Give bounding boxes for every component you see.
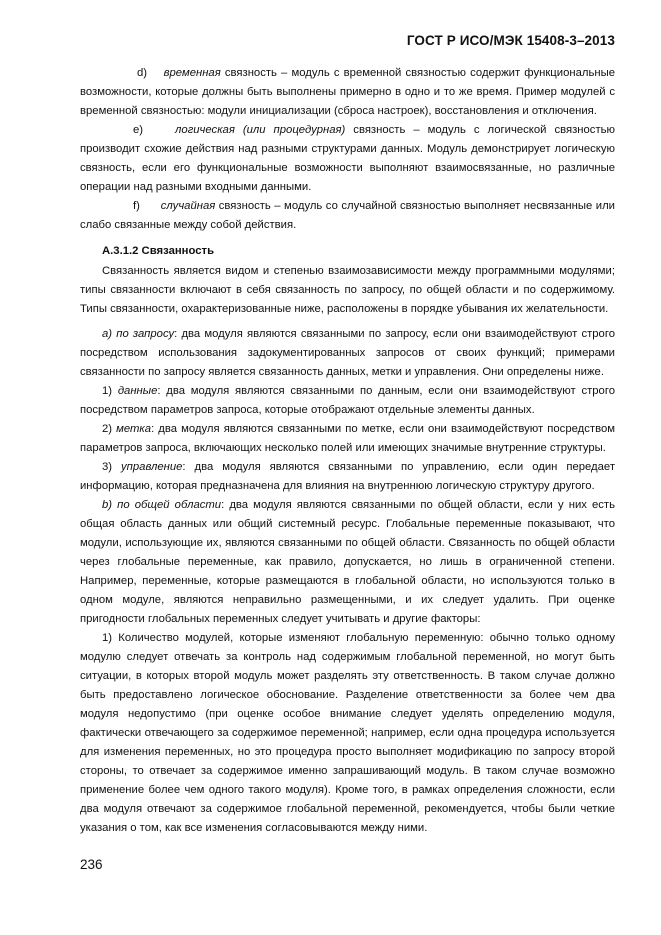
section-heading: А.3.1.2 Связанность [102,245,215,257]
paragraph-text: связность – модуль с логической связностью производит схожие действия над разными структурами данных. Модуль демонстрирует логическую связность, если его функциональные возможности выполняют взаимосвязанные, но различные операции над разными входными данными. [80,124,615,193]
paragraph-d [80,64,615,121]
paragraph-f [80,197,615,235]
term-italic: метка [116,423,152,435]
paragraph-text: связность – модуль с временной связностью содержит функциональные возможности, которые должны быть выполнены примерно в одно и то же время. Пример модулей с временной связностью: модули инициализации (сброса настроек), восстановления и отключения. [80,67,616,117]
item-label: d) [137,67,148,79]
paragraph-b [80,496,615,629]
term-italic: управление [121,461,183,473]
item-number: 1) [102,385,118,397]
paragraph-a1 [80,382,615,420]
paragraph-text: : два модуля являются связанными по данным, если они взаимодействуют строго посредством параметров запроса, которые отображают отдельные элементы данных. [80,385,615,416]
document-body [80,64,615,838]
paragraph-a2 [80,420,615,458]
paragraph-text: : два модуля являются связанными по метке, если они взаимодействуют посредством параметров запроса, включающих несколько полей или имеющих значимые внутренние структуры. [80,423,615,454]
paragraph-a [80,325,615,382]
paragraph-a3 [80,458,615,496]
item-label: е) [133,124,144,136]
term-italic: логическая (или процедурная) [175,124,346,136]
paragraph-b1: 1) Количество модулей, которые изменяют глобальную переменную: обычно только одному модулю следует отвечать за контроль над содержимым глобальной переменной, но могут быть ситуации, в которых второй модуль может разделять эту ответственность. В таком случае должно быть предоставлено логическое обоснование. Разделение ответственности за более чем два модуля недопустимо (при оценке особое внимание следует уделять определению модуля, фактически отвечающего за содержимое переменной; например, если одна процедура используется для изменения переменных, но это процедура просто выполняет модификацию по запросу второй стороны, то отвечает за содержимое именно запрашивающий модуль. В таком случае возможно применение более чем одного такого модуля). Кроме того, в рамках определения сложности, если два модуля отвечают за содержимое глобальной переменной, рекомендуется, чтобы были четкие указания о том, как все изменения согласовываются между ними. [80,632,615,834]
paragraph-text: : два модуля являются связанными по общей области, если у них есть общая область данных или общий системный ресурс. Глобальные переменные показывают, что модули, использующие их, являются связанными по общей области. Связанность по общей области через глобальные переменные, как правило, допускается, но лишь в ограниченной степени. Например, переменные, которые размещаются в глобальной области, но используются только в одном модуле, являются неправильно размещенными, и их следует удалить. При оценке пригодности глобальных переменных следует учитывать и другие факторы: [80,499,615,625]
term-italic: b) по общей области [102,499,222,511]
paragraph-e [80,121,615,197]
item-number: 3) [102,461,122,473]
section-intro: Связанность является видом и степенью взаимозависимости между программными модулями; типы связанности включают в себя связанность по запросу, по общей области и по содержимому. Типы связанности, охарактеризованные ниже, расположены в порядке убывания их желательности. [80,265,615,315]
term-italic: случайная [160,200,216,212]
term-italic: данные [117,385,158,397]
item-number: 2) [102,423,117,435]
item-label: f) [133,200,140,212]
paragraph-text: : два модуля являются связанными по управлению, если один передает информацию, которая предназначена для влияния на внутреннюю логическую структуру другого. [80,461,615,492]
paragraph-text: : два модуля являются связанными по запросу, если они взаимодействуют строго посредством использования задокументированных запросов от своих функций; примерами связанности по запросу является связанность данных, метки и управления. Они определены ниже. [80,328,615,378]
term-italic: а) по запросу [102,328,175,340]
term-italic: временная [163,67,221,79]
page-number: 236 [80,857,103,872]
document-header: ГОСТ Р ИСО/МЭК 15408-3–2013 [406,33,615,48]
paragraph-text: связность – модуль со случайной связностью выполняет несвязанные или слабо связанные между собой действия. [80,200,615,231]
